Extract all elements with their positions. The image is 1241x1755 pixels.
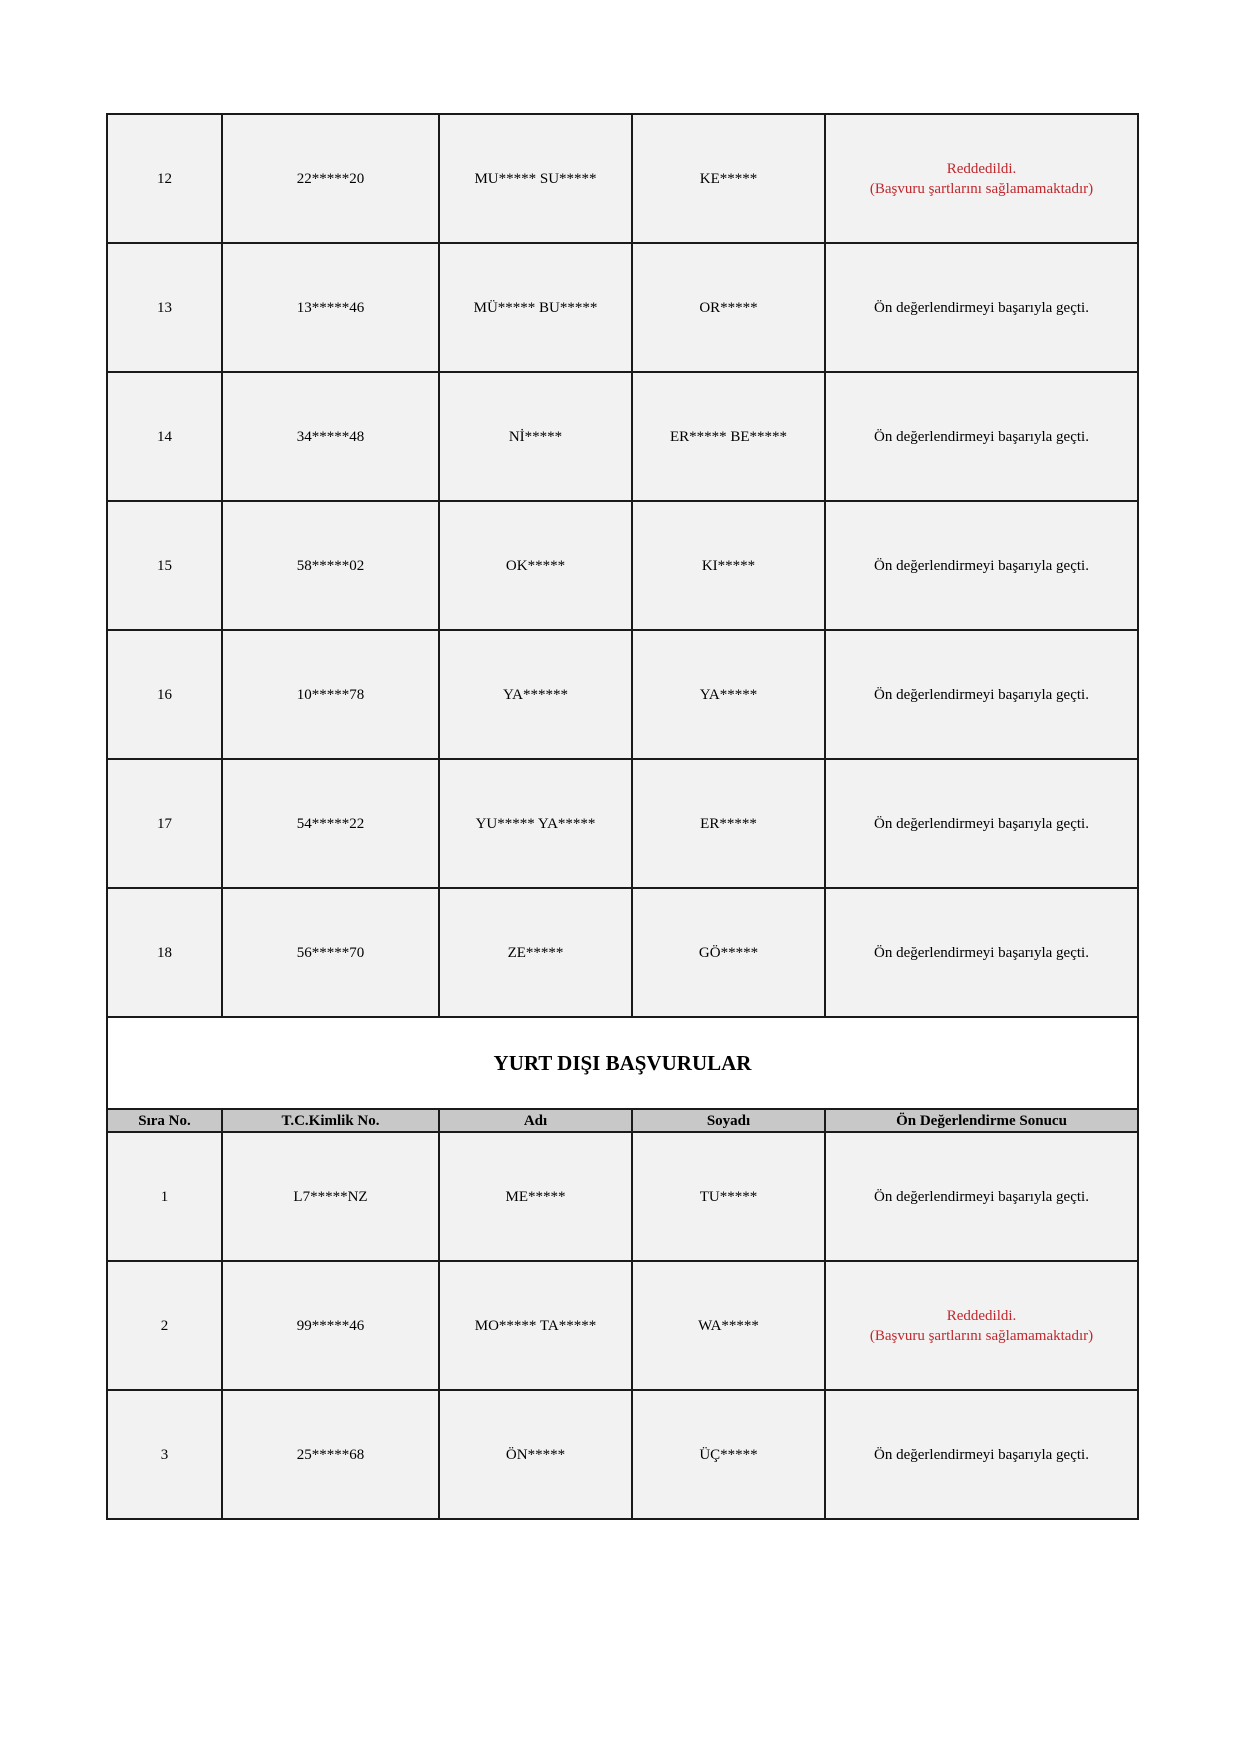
sira-no-cell: 17 [107, 759, 222, 888]
result-cell [825, 243, 1138, 372]
soyadi-cell: TU***** [632, 1132, 825, 1261]
result-status: Reddedildi. [946, 1307, 1017, 1324]
adi-cell: ME***** [439, 1132, 632, 1261]
header-sira-no: Sıra No. [107, 1109, 222, 1132]
soyadi-cell: ÜÇ***** [632, 1390, 825, 1519]
result-status: Reddedildi. [946, 160, 1017, 177]
table-row [107, 114, 1138, 243]
result-reason: (Başvuru şartlarını sağlamamaktadır) [869, 180, 1094, 197]
result-status: Ön değerlendirmeyi başarıyla geçti. [874, 815, 1089, 832]
result-status: Ön değerlendirmeyi başarıyla geçti. [874, 428, 1089, 445]
soyadi-cell: OR***** [632, 243, 825, 372]
adi-cell: ZE***** [439, 888, 632, 1017]
result-status: Ön değerlendirmeyi başarıyla geçti. [874, 944, 1089, 961]
result-cell [825, 1390, 1138, 1519]
tc-kimlik-cell: 13*****46 [222, 243, 439, 372]
soyadi-cell: KE***** [632, 114, 825, 243]
adi-cell: Nİ***** [439, 372, 632, 501]
adi-cell: YA****** [439, 630, 632, 759]
result-status: Ön değerlendirmeyi başarıyla geçti. [874, 686, 1089, 703]
section-title: YURT DIŞI BAŞVURULAR [107, 1017, 1138, 1109]
tc-kimlik-cell: 54*****22 [222, 759, 439, 888]
header-soyadi: Soyadı [632, 1109, 825, 1132]
result-cell-rejected [825, 114, 1138, 243]
result-cell [825, 1132, 1138, 1261]
tc-kimlik-cell: 56*****70 [222, 888, 439, 1017]
domestic-applications-body [107, 114, 1138, 1017]
adi-cell: OK***** [439, 501, 632, 630]
sira-no-cell: 14 [107, 372, 222, 501]
result-cell [825, 759, 1138, 888]
table-row [107, 630, 1138, 759]
result-status: Ön değerlendirmeyi başarıyla geçti. [874, 299, 1089, 316]
result-cell [825, 888, 1138, 1017]
soyadi-cell: GÖ***** [632, 888, 825, 1017]
table-row [107, 1132, 1138, 1261]
tc-kimlik-cell: 34*****48 [222, 372, 439, 501]
result-status: Ön değerlendirmeyi başarıyla geçti. [874, 557, 1089, 574]
sira-no-cell: 3 [107, 1390, 222, 1519]
result-cell [825, 630, 1138, 759]
table-row [107, 372, 1138, 501]
table-row [107, 243, 1138, 372]
abroad-applications-body [107, 1132, 1138, 1519]
tc-kimlik-cell: 25*****68 [222, 1390, 439, 1519]
header-on-degerlendirme-sonucu: Ön Değerlendirme Sonucu [825, 1109, 1138, 1132]
tc-kimlik-cell: 10*****78 [222, 630, 439, 759]
table-row [107, 1261, 1138, 1390]
result-status: Ön değerlendirmeyi başarıyla geçti. [874, 1446, 1089, 1463]
result-status: Ön değerlendirmeyi başarıyla geçti. [874, 1188, 1089, 1205]
adi-cell: ÖN***** [439, 1390, 632, 1519]
adi-cell: MU***** SU***** [439, 114, 632, 243]
sira-no-cell: 12 [107, 114, 222, 243]
header-adi: Adı [439, 1109, 632, 1132]
result-reason: (Başvuru şartlarını sağlamamaktadır) [869, 1327, 1094, 1344]
table-row [107, 501, 1138, 630]
tc-kimlik-cell: 22*****20 [222, 114, 439, 243]
soyadi-cell: ER***** [632, 759, 825, 888]
result-cell [825, 372, 1138, 501]
soyadi-cell: YA***** [632, 630, 825, 759]
soyadi-cell: ER***** BE***** [632, 372, 825, 501]
tc-kimlik-cell: 58*****02 [222, 501, 439, 630]
table-row [107, 1390, 1138, 1519]
header-tc-kimlik-no: T.C.Kimlik No. [222, 1109, 439, 1132]
abroad-section [107, 1017, 1138, 1132]
table-header-row [107, 1109, 1138, 1132]
adi-cell: MÜ***** BU***** [439, 243, 632, 372]
result-cell [825, 501, 1138, 630]
soyadi-cell: WA***** [632, 1261, 825, 1390]
adi-cell: MO***** TA***** [439, 1261, 632, 1390]
table-row [107, 759, 1138, 888]
tc-kimlik-cell: 99*****46 [222, 1261, 439, 1390]
section-title-row [107, 1017, 1138, 1109]
adi-cell: YU***** YA***** [439, 759, 632, 888]
table-row [107, 888, 1138, 1017]
result-cell-rejected [825, 1261, 1138, 1390]
sira-no-cell: 2 [107, 1261, 222, 1390]
applications-table [106, 113, 1139, 1520]
sira-no-cell: 13 [107, 243, 222, 372]
sira-no-cell: 15 [107, 501, 222, 630]
sira-no-cell: 18 [107, 888, 222, 1017]
soyadi-cell: KI***** [632, 501, 825, 630]
tc-kimlik-cell: L7*****NZ [222, 1132, 439, 1261]
sira-no-cell: 16 [107, 630, 222, 759]
sira-no-cell: 1 [107, 1132, 222, 1261]
